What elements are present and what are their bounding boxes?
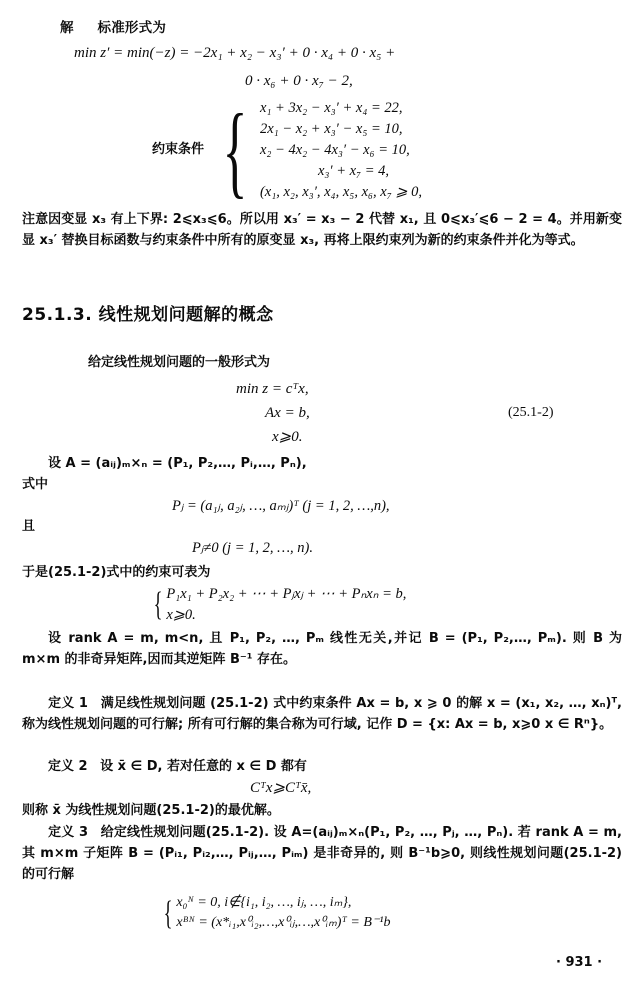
- note-paragraph: 注意因变显 x₃ 有上下界: 2⩽x₃⩽6。所以用 x₃′ = x₃ − 2 代替 x₁, 且 0⩽x₃′⩽6 − 2 = 4。并用新变显 x₃′ 替换目标函数与约束条件中所有的原变显 x₃, 再将上限约束列为新的约束条件并化为等式。: [22, 212, 622, 249]
- definition-2-text: 设 x̄ ∈ D, 若对任意的 x ∈ D 都有: [100, 759, 307, 774]
- left-brace-final-icon: {: [163, 894, 173, 932]
- final-row: x₀ᴺ = 0, i∉{i₁, i₂, …, iⱼ, …, iₘ},: [176, 895, 352, 910]
- constraint-expand-block: [150, 584, 406, 626]
- constraint-block: [152, 92, 423, 208]
- section-heading: 25.1.3. 线性规划问题解的概念: [22, 305, 274, 325]
- definition-1-label: 定义 1: [48, 696, 88, 711]
- constraint-row: (x₁, x₂, x₃′, x₄, x₅, x₆, x₇ ⩾ 0,: [259, 184, 423, 201]
- left-brace-small-icon: {: [153, 586, 163, 624]
- pj-nonzero: Pⱼ≠0 (j = 1, 2, …, n).: [192, 540, 313, 556]
- final-rows: [176, 893, 390, 934]
- constraint-expand-row: x⩾0.: [166, 607, 196, 624]
- definition-2-formula: Cᵀx⩾Cᵀx̄,: [250, 780, 312, 796]
- general-form-line-1: min z = cᵀx,: [236, 381, 309, 397]
- definition-2-label: 定义 2: [48, 759, 88, 774]
- final-brace-group: [160, 893, 390, 934]
- constraint-row: x₃′ + x₇ = 4,: [317, 163, 390, 180]
- pj-definition: Pⱼ = (a₁ⱼ, a₂ⱼ, …, aₘⱼ)ᵀ (j = 1, 2, …,n),: [172, 498, 390, 514]
- general-form-line-2: Ax = b,: [265, 405, 310, 421]
- rank-paragraph: 设 rank A = m, m<n, 且 P₁, P₂, …, Pₘ 线性无关,并记 B = (P₁, P₂,…, Pₘ). 则 B 为 m×m 的非奇异矩阵,因而其逆矩阵 B⁻¹ 存在。: [22, 631, 622, 668]
- constraint-rows: [260, 98, 422, 203]
- definition-2-tail: 则称 x̄ 为线性规划问题(25.1-2)的最优解。: [22, 803, 280, 818]
- definition-3-label: 定义 3: [48, 825, 89, 840]
- constraint-row: x₂ − 4x₂ − 4x₃′ − x₆ = 10,: [259, 142, 410, 159]
- constraint-expand-row: P₁x₁ + P₂x₂ + ⋯ + Pⱼxⱼ + ⋯ + Pₙxₙ = b,: [166, 586, 407, 602]
- constraint-brace-group: [210, 92, 423, 208]
- thus-line: 于是(25.1-2)式中的约束可表为: [22, 565, 211, 580]
- definition-3: [22, 822, 622, 885]
- definition-2: [22, 756, 622, 777]
- objective-line-2: 0 · x₆ + 0 · x₇ − 2,: [245, 73, 353, 89]
- page-number: · 931 ·: [556, 955, 603, 970]
- and-label: 且: [22, 519, 36, 534]
- left-brace-icon: {: [222, 92, 248, 208]
- constraint-row: x₁ + 3x₂ − x₃′ + x₄ = 22,: [259, 100, 403, 116]
- definition-1-text: 满足线性规划问题 (25.1-2) 式中约束条件 Ax = b, x ⩾ 0 的解 x = (x₁, x₂, …, xₙ)ᵀ, 称为线性规划问题的可行解; 所有可行解的集合称为可行域, 记作 D = {x: Ax = b, x⩾0 x ∈ Rⁿ}。: [22, 696, 623, 733]
- final-block: [160, 893, 390, 934]
- constraint-expand-brace-group: [150, 584, 406, 626]
- general-form-line-3: x⩾0.: [272, 429, 303, 445]
- in-formula-label: 式中: [22, 477, 49, 492]
- objective-line-1: min z′ = min(−z) = −2x₁ + x₂ − x₃′ + 0 · x₄ + 0 · x₅ +: [74, 45, 396, 61]
- set-a-line: 设 A = (aᵢⱼ)ₘ×ₙ = (P₁, P₂,…, Pᵢ,…, Pₙ),: [48, 456, 307, 471]
- constraint-row: 2x₁ − x₂ + x₃′ − x₅ = 10,: [259, 121, 403, 138]
- solution-title: 标准形式为: [97, 20, 167, 36]
- equation-number: (25.1-2): [508, 405, 554, 420]
- final-row: xᴮᴺ = (x*ᵢ₁,x⁰ᵢ₂,…,x⁰ᵢⱼ,…,x⁰ᵢₘ)ᵀ = B⁻¹b: [176, 915, 391, 931]
- definition-1: [22, 693, 622, 735]
- constraint-label: 约束条件: [152, 142, 205, 158]
- solution-label-line: [60, 20, 166, 37]
- definition-3-text: 给定线性规划问题(25.1-2). 设 A=(aᵢⱼ)ₘ×ₙ(P₁, P₂, …, Pⱼ, …, Pₙ). 若 rank A = m, 其 m×m 子矩阵 B = (Pᵢ₁, Pᵢ₂,…, Pᵢⱼ,…, Pᵢₘ) 是非奇异的, 则 B⁻¹b⩾0, 则线性规划问题(25.1-2)的可行解: [22, 825, 622, 883]
- constraint-expand-rows: [166, 584, 406, 626]
- general-form-intro: 给定线性规划问题的一般形式为: [88, 355, 271, 370]
- solution-label: 解: [60, 20, 74, 36]
